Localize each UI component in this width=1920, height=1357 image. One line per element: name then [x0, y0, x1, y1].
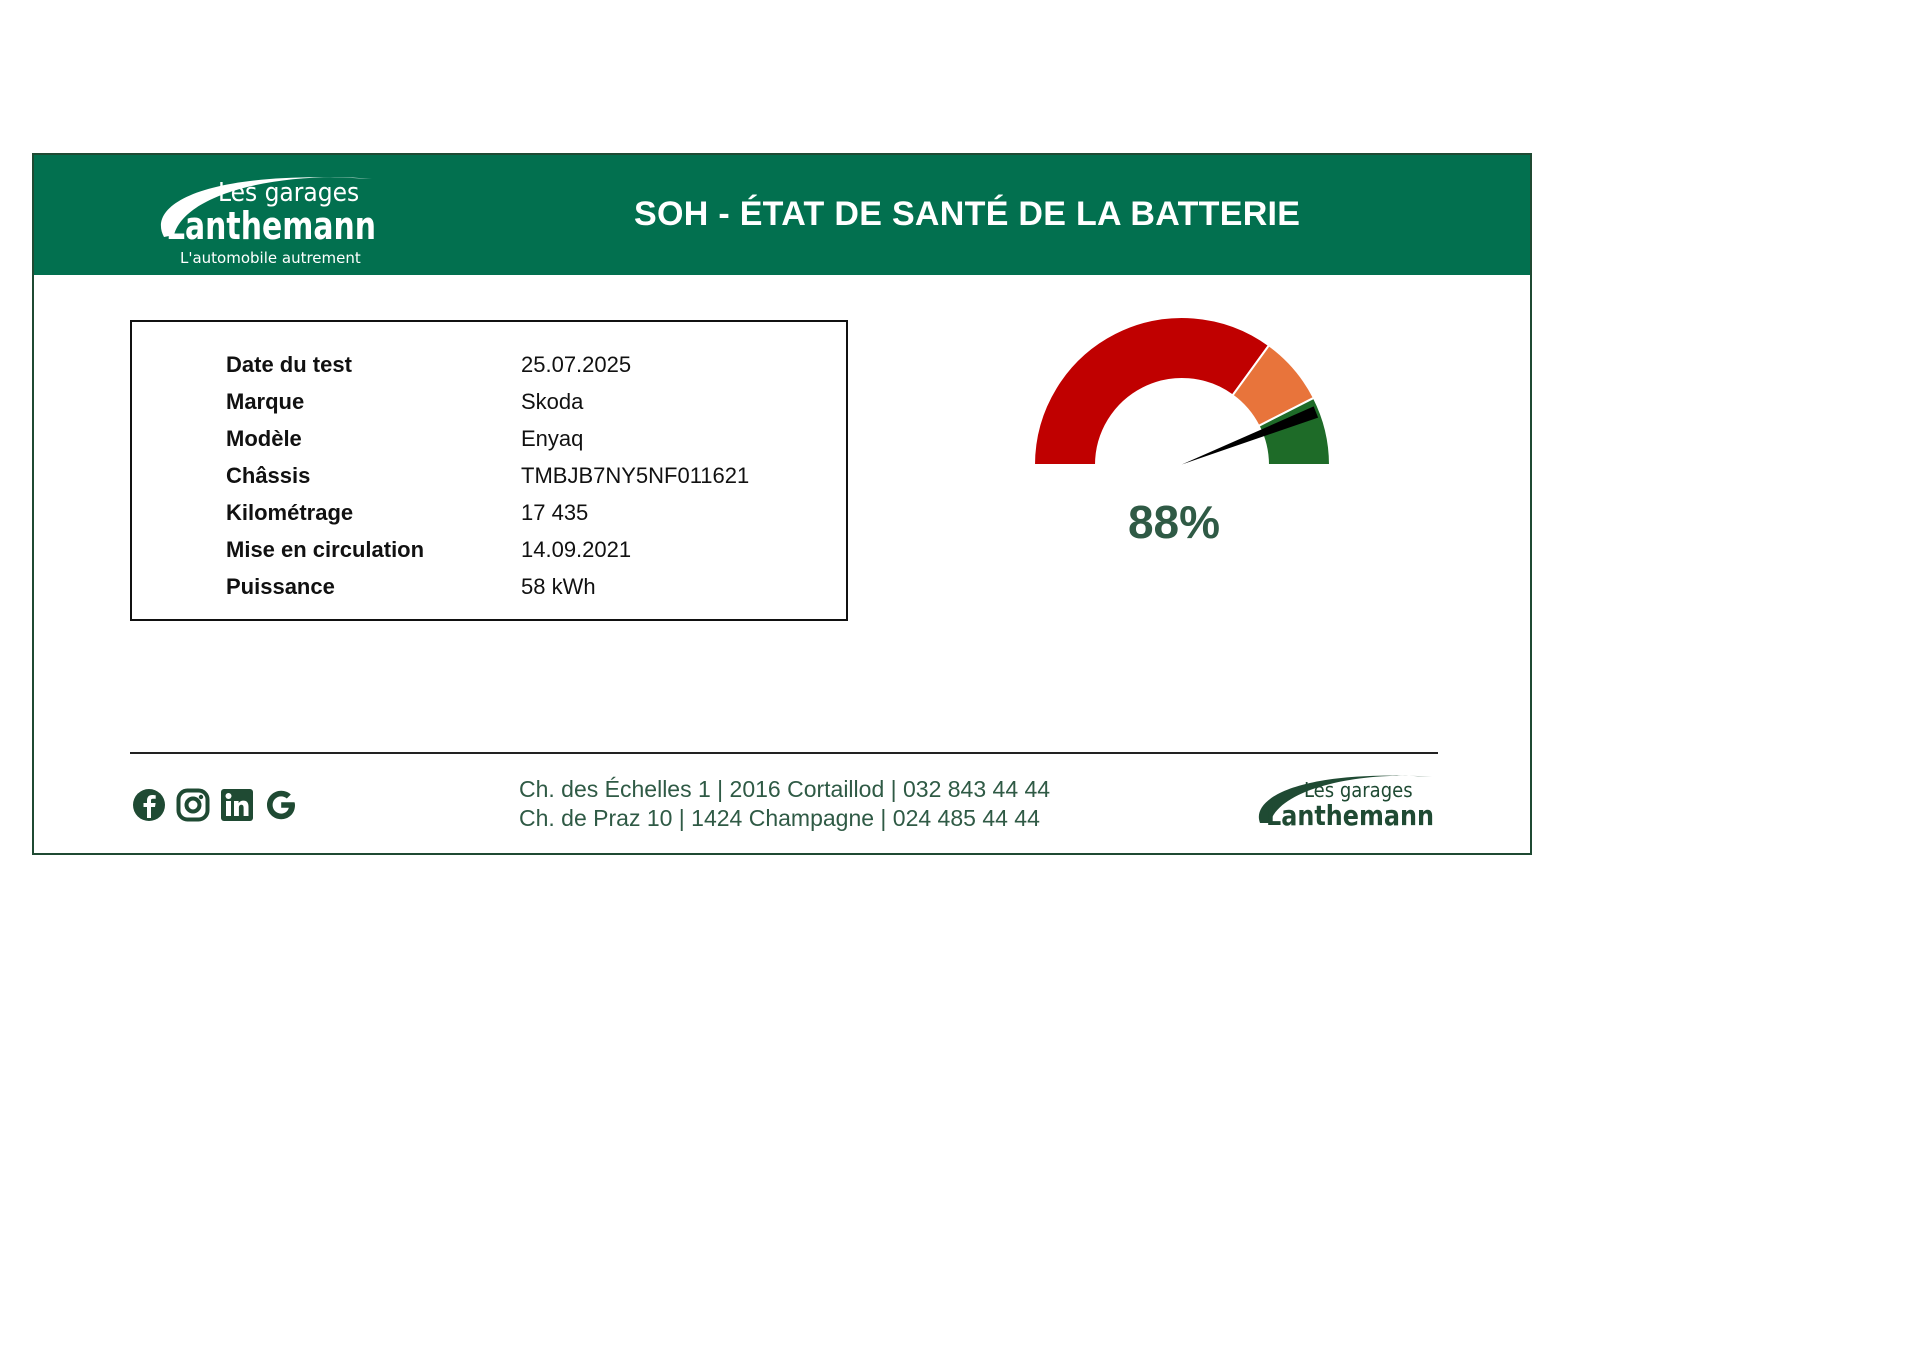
svg-text:Lanthemann: Lanthemann — [166, 204, 376, 248]
info-value: Skoda — [521, 389, 584, 414]
gauge-segments — [1034, 317, 1330, 465]
svg-text:L'automobile autrement: L'automobile autrement — [180, 249, 361, 267]
info-label: Kilométrage — [226, 500, 354, 525]
vehicle-info-table — [130, 320, 848, 621]
info-value: 14.09.2021 — [521, 537, 632, 562]
address-block — [519, 775, 1050, 833]
info-value: 58 kWh — [521, 574, 596, 599]
instagram-icon[interactable] — [176, 788, 210, 822]
svg-text:Lanthemann: Lanthemann — [1266, 799, 1434, 832]
linkedin-icon[interactable] — [220, 788, 254, 822]
info-value: TMBJB7NY5NF011621 — [521, 463, 750, 488]
page-title: SOH - ÉTAT DE SANTÉ DE LA BATTERIE — [634, 195, 1301, 233]
info-label: Puissance — [226, 574, 335, 599]
address-line-cortaillod: Ch. des Échelles 1 | 2016 Cortaillod | 032 843 44 44 — [519, 776, 1051, 802]
svg-text:Les garages: Les garages — [218, 178, 360, 208]
company-logo — [146, 159, 386, 271]
gauge-value: 88% — [1127, 496, 1221, 548]
facebook-icon[interactable] — [132, 788, 166, 822]
info-value: 25.07.2025 — [521, 352, 632, 377]
info-value: Enyaq — [521, 426, 584, 451]
report-card — [32, 153, 1532, 855]
info-value: 17 435 — [521, 500, 589, 525]
address-line-champagne: Ch. de Praz 10 | 1424 Champagne | 024 485 44 44 — [519, 805, 1040, 831]
header-bar — [34, 155, 1530, 275]
info-label: Modèle — [226, 426, 302, 451]
info-label: Marque — [226, 389, 305, 414]
footer-divider — [130, 752, 1438, 754]
info-label: Châssis — [226, 463, 311, 488]
google-icon[interactable] — [264, 788, 298, 822]
svg-text:Les garages: Les garages — [1304, 778, 1413, 802]
info-label: Mise en circulation — [226, 537, 425, 562]
footer-logo — [1254, 767, 1439, 839]
info-label: Date du test — [226, 352, 352, 377]
